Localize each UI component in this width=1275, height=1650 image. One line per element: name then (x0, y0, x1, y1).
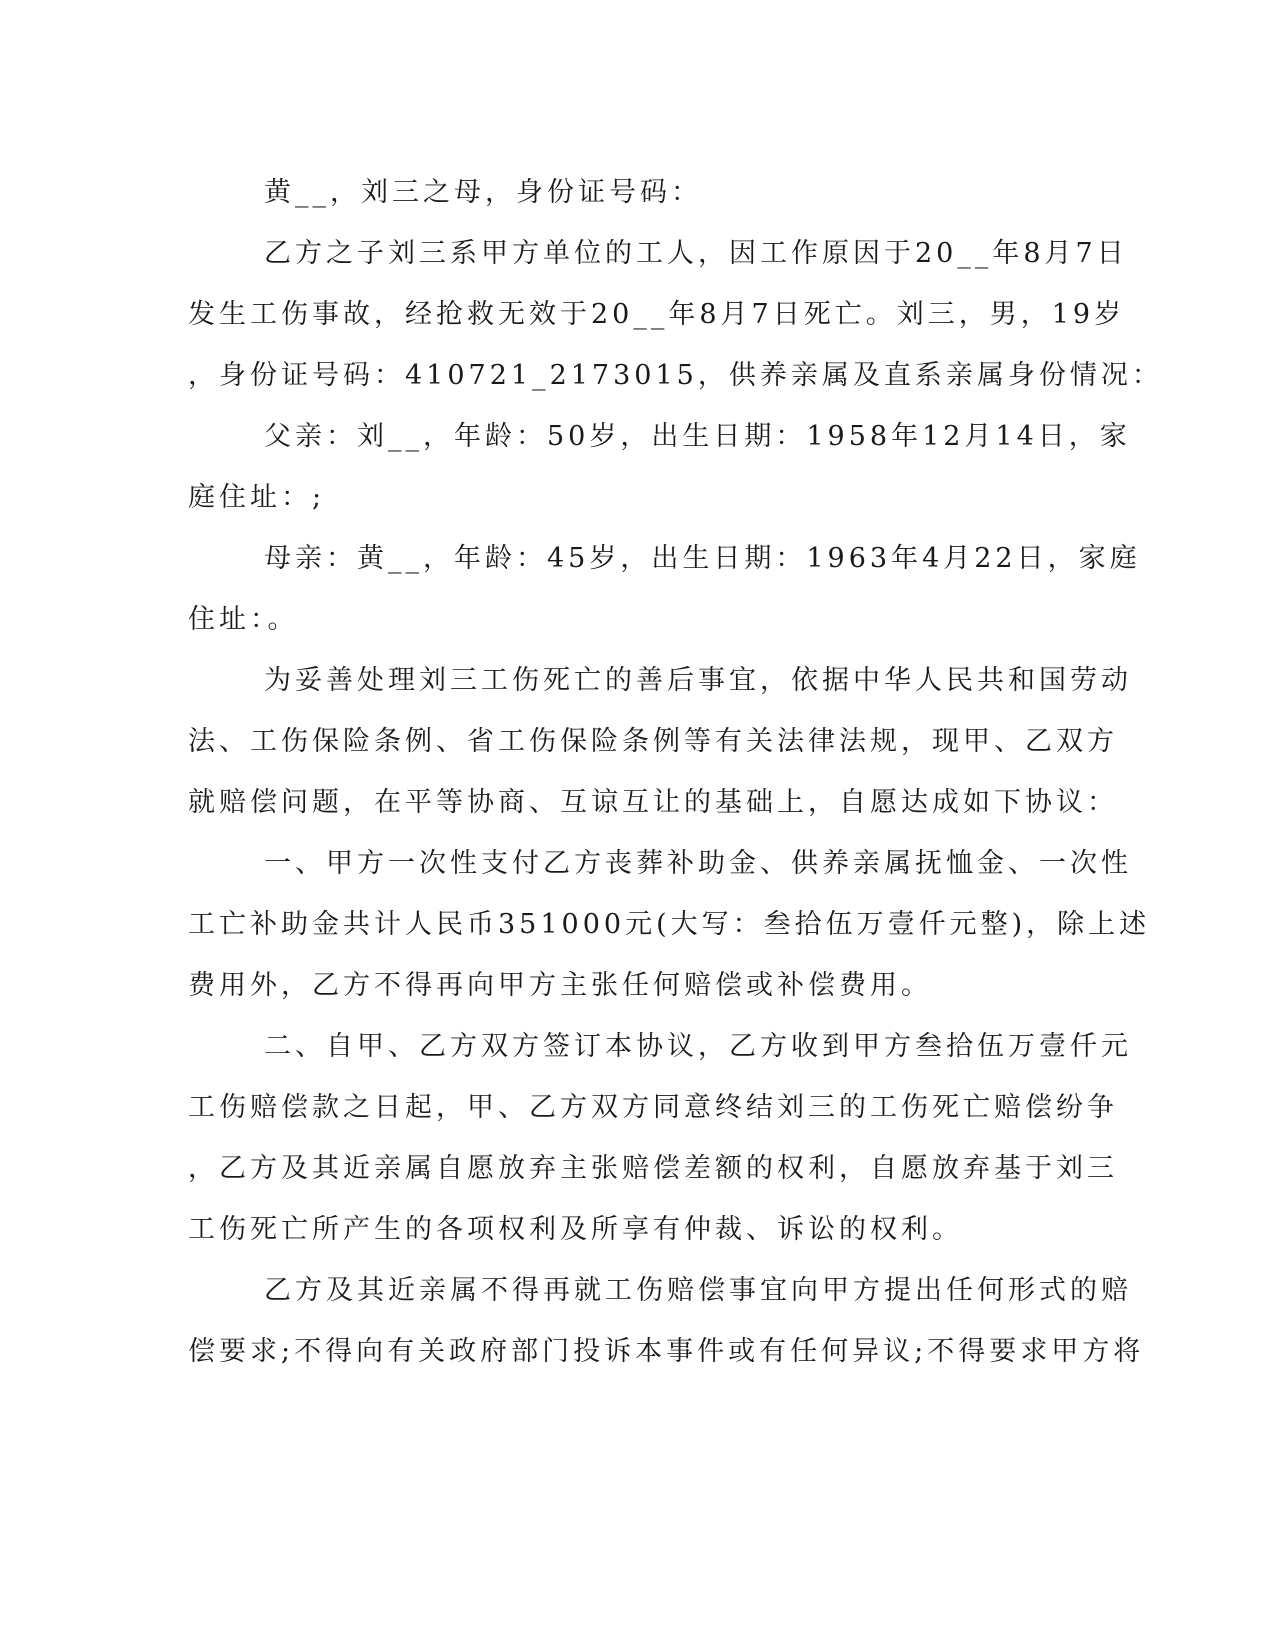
text-line: 工伤死亡所产生的各项权利及所享有仲裁、诉讼的权利。 (188, 1214, 963, 1245)
text-line: ，乙方及其近亲属自愿放弃主张赔偿差额的权利，自愿放弃基于刘三 (188, 1153, 1118, 1184)
text-line: 父亲：刘__，年龄：50岁，出生日期：1958年12月14日，家 (264, 421, 1131, 452)
text-line: 费用外，乙方不得再向甲方主张任何赔偿或补偿费用。 (188, 970, 932, 1001)
text-line: ，身份证号码：410721_2173015，供养亲属及直系亲属身份情况： (188, 360, 1163, 391)
text-line: 乙方之子刘三系甲方单位的工人，因工作原因于20__年8月7日 (264, 238, 1128, 269)
text-line: 法、工伤保险条例、省工伤保险条例等有关法律法规，现甲、乙双方 (188, 726, 1118, 757)
text-line: 偿要求;不得向有关政府部门投诉本事件或有任何异议;不得要求甲方将 (188, 1336, 1145, 1367)
text-line: 工亡补助金共计人民币351000元(大写：叁拾伍万壹仟元整)，除上述 (188, 909, 1151, 940)
text-line: 发生工伤事故，经抢救无效于20__年8月7日死亡。刘三，男，19岁 (188, 299, 1126, 330)
text-line: 工伤赔偿款之日起，甲、乙方双方同意终结刘三的工伤死亡赔偿纷争 (188, 1092, 1118, 1123)
text-line: 住址：。 (188, 604, 299, 635)
document-body (188, 162, 1163, 1382)
text-line: 就赔偿问题，在平等协商、互谅互让的基础上，自愿达成如下协议： (188, 787, 1118, 818)
text-line: 母亲：黄__，年龄：45岁，出生日期：1963年4月22日，家庭 (264, 543, 1141, 574)
text-line: 黄__，刘三之母，身份证号码： (264, 177, 702, 208)
text-line: 二、自甲、乙方双方签订本协议，乙方收到甲方叁拾伍万壹仟元 (264, 1031, 1132, 1062)
text-line: 庭住址：; (188, 482, 326, 513)
text-line: 为妥善处理刘三工伤死亡的善后事宜，依据中华人民共和国劳动 (264, 665, 1132, 696)
text-line: 一、甲方一次性支付乙方丧葬补助金、供养亲属抚恤金、一次性 (264, 848, 1132, 879)
text-line: 乙方及其近亲属不得再就工伤赔偿事宜向甲方提出任何形式的赔 (264, 1275, 1132, 1306)
